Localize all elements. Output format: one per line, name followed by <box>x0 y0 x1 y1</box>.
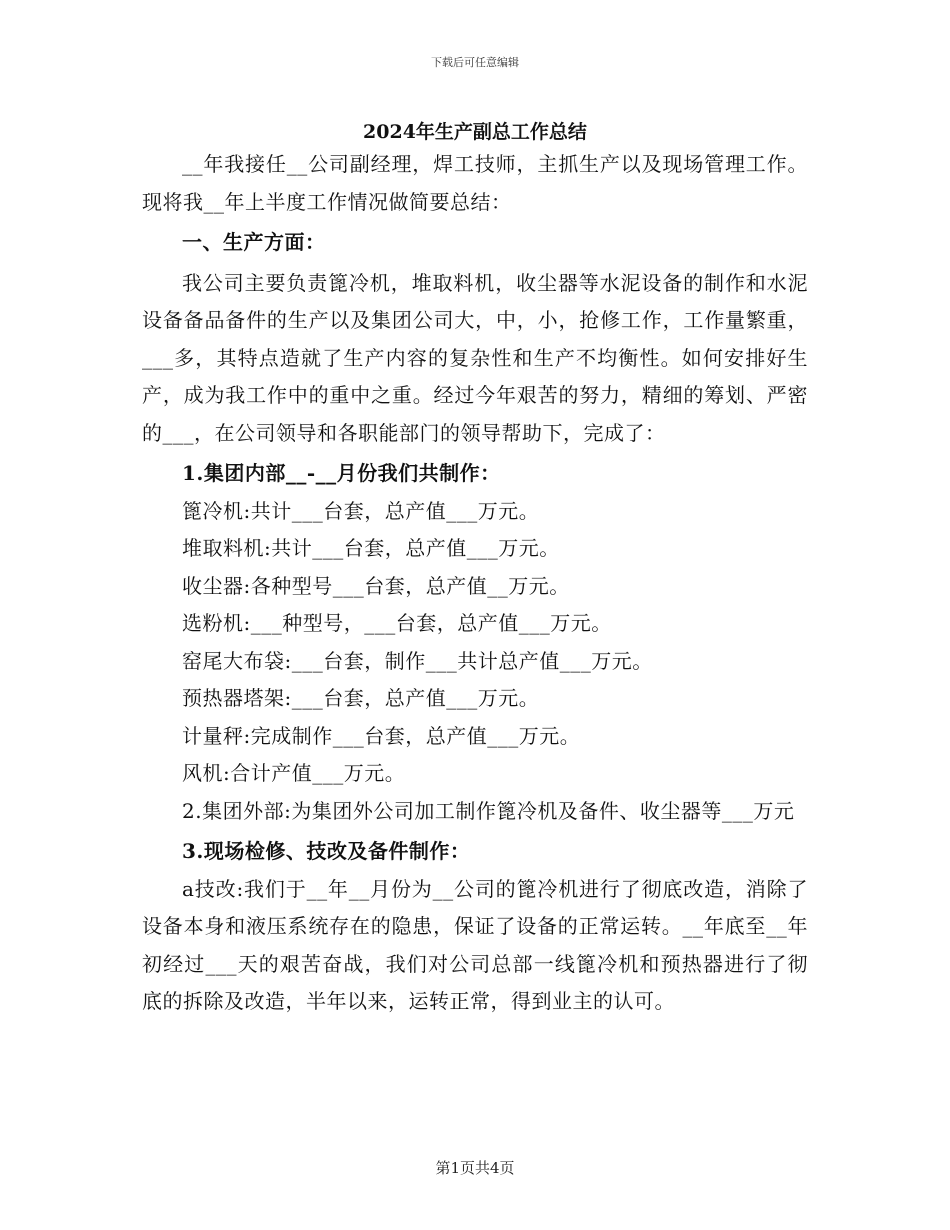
header-note: 下载后可任意编辑 <box>431 56 519 69</box>
intro-paragraph: __年我接任__公司副经理，焊工技师，主抓生产以及现场管理工作。现将我__年上半度工作情况做简要总结： <box>142 152 808 214</box>
document-title: 2024年生产副总工作总结 <box>363 121 587 143</box>
list-item: 预热器塔架:___台套，总产值___万元。 <box>182 686 540 710</box>
list-item: 计量秤:完成制作___台套，总产值___万元。 <box>182 723 581 748</box>
list-item: 堆取料机:共计___台套，总产值___万元。 <box>182 536 560 560</box>
production-paragraph: 我公司主要负责篦冷机，堆取料机，收尘器等水泥设备的制作和水泥设备备品备件的生产以及集团公司大，中，小，抢修工作，工作量繁重，___多，其特点造就了生产内容的复杂性和生产不均衡性。如何安排好生产，成为我工作中的重中之重。经过今年艰苦的努力，精细的筹划、严密的___，在公司领导和各职能部门的领导帮助下，完成了： <box>142 270 808 445</box>
section-heading-production: 一、生产方面： <box>182 230 326 254</box>
external-paragraph: 2.集团外部:为集团外公司加工制作篦冷机及备件、收尘器等___万元 <box>182 798 795 823</box>
list-item: 风机:合计产值___万元。 <box>182 761 406 785</box>
subheading-onsite: 3.现场检修、技改及备件制作： <box>182 839 471 863</box>
page-number: 第1页共4页 <box>435 1159 515 1177</box>
list-item: 选粉机:___种型号，___台套，总产值___万元。 <box>182 611 612 635</box>
subheading-internal: 1.集团内部__-__月份我们共制作： <box>182 461 501 485</box>
tech-upgrade-paragraph: a技改:我们于__年__月份为__公司的篦冷机进行了彻底改造，消除了设备本身和液压系统存在的隐患，保证了设备的正常运转。__年底至__年初经过___天的艰苦奋战，我们对公司总部一线篦冷机和预热器进行了彻底的拆除及改造，半年以来，运转正常，得到业主的认可。 <box>142 876 808 1013</box>
list-item: 收尘器:各种型号___台套，总产值__万元。 <box>182 573 570 598</box>
document-body <box>142 146 808 1021</box>
list-item: 篦冷机:共计___台套，总产值___万元。 <box>182 498 540 523</box>
list-item: 窑尾大布袋:___台套，制作___共计总产值___万元。 <box>182 648 653 673</box>
